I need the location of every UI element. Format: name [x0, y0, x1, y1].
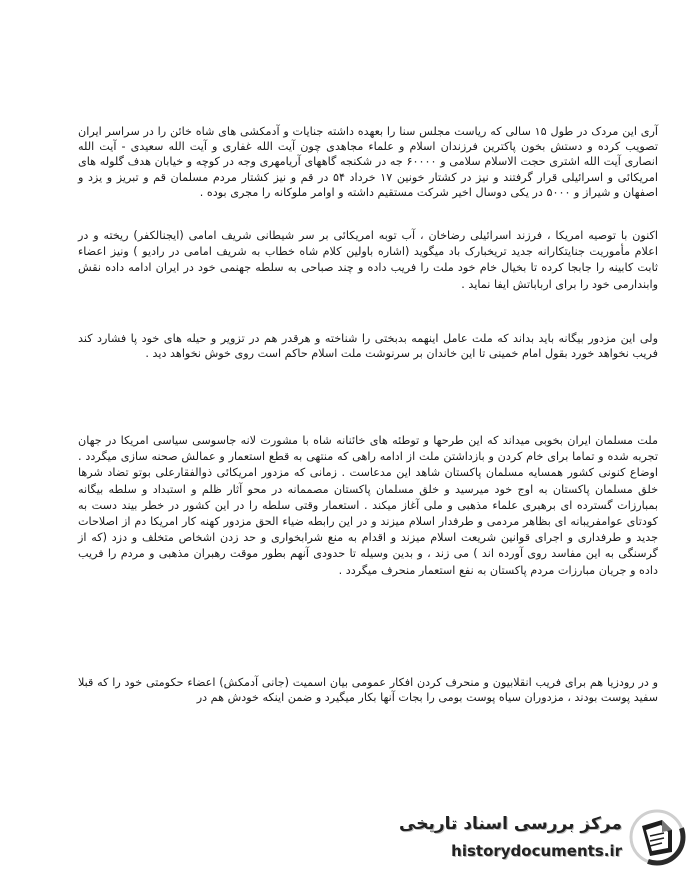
paragraph-5: و در رودزیا هم برای فریب انقلابیون و منحرف کردن افکار عمومی بیان اسمیت (جانی آدمکش) اعضاء حکومتی خود را که قبلا سفید پوست بودند ، مزدوران سیاه پوست بومی را بجات آنها بکار میگیرد و ضمن اینکه خودش هم در [78, 676, 658, 705]
watermark-title: مرکز بررسی اسناد تاریخی [399, 814, 622, 834]
folded-document-logo-icon [628, 808, 686, 866]
paragraph-2: اکنون با توصیه امریکا ، فرزند اسرائیلی رضاخان ، آب توبه امریکائی بر سر شیطانی شریف امامی (ایجنالکفر) ریخته و در اعلام مأموریت جنایتکارانه جدید تریخبارک باد میگوید (اشاره باولین کلام شاه خطاب به شریف امامی در رادیو ) ونیز اعضاء ثابت کابینه را جابجا کرده تا بخیال خام خود ملت را فریب داده و چند صباحی به سلطه جهنمی خود در ایران ادامه داده نقش وابندارمی خود را برای ارباباتش ایفا نماید . [78, 229, 658, 291]
watermark-url: historydocuments.ir [451, 842, 622, 860]
paragraph-4: ملت مسلمان ایران بخوبی میداند که این طرحها و توطئه های خائنانه شاه با مشورت لانه جاسوسی سیاسی امریکا در جهان تجربه شده و تماما برای خام کردن و بازداشتن ملت از ادامه راهی که منتهی به قطع استعمار و عمالش صحنه سازی میگردد . اوضاع کنونی کشور همسایه مسلمان پاکستان شاهد این مدعاست . زمانی که مزدور امریکائی ذوالفقارعلی بوتو تضاد شرها خلق مسلمان پاکستان به اوج خود میرسید و خلق مسلمان پاکستان مصممانه در محو آثار ظلم و استبداد و سلطه بیگانه بمبارزات گسترده ای برهبری علماء مذهبی و ملی آغاز میکند . استعمار وقتی سلطه را در این کشور در خطر بیند دست به کودتای عوامفریبانه ای بظاهر مردمی و طرفدار اسلام میزند و در این رابطه ضیاء الحق مزدور کهنه کار امریکا دم از اصلاحات جدید و طرفداری و اجرای قوانین شریعت اسلام میزند و اقدام به منع شرابخواری و حد زدن اشخاص متخلف و دزد (که از گرسنگی به این مفاسد روی آورده اند ) می زند ، و بدین وسیله تا حدودی آنهم بطور موقت رهبران مذهبی و مردم را فریب داده و جریان مبارزات مردم پاکستان به نفع استعمار منحرف میگردد . [78, 434, 658, 577]
paragraph-3: ولی این مزدور بیگانه باید بداند که ملت عامل اینهمه بدبختی را شناخته و هرقدر هم در تزویر و حیله های خود پا فشارد کند فریب نخواهد خورد بقول امام خمینی تا این خاندان بر سرنوشت ملت اسلام حاکم است روی خوش نخواهد دید . [78, 332, 658, 361]
paragraph-1: آری این مردک در طول ۱۵ سالی که ریاست مجلس سنا را بعهده داشته جنایات و آدمکشی های شاه خائن را در سراسر ایران تصویب کرده و دستش بخون پاکترین فرزندان اسلام و علماء مجاهدی چون آیت الله غفاری و آیت الله سعیدی - آیت الله انصاری آیت الله اشتری حجت الاسلام سلامی و ۶۰۰۰۰ جه در شکنجه گاههای آریامهری وجه در کوچه و خیابان هدف گلوله های امریکائی و اسرائیلی قرار گرفتند و نیز در کشتار خونین ۱۷ خرداد ۵۴ در قم و نیز کشتار مردم مسلمان قم و تبریز و یزد و اصفهان و شیراز و ۵۰۰۰ در یکی دوسال اخیر شرکت مستقیم داشته و اوامر ملوکانه را مجری بوده . [78, 125, 658, 199]
watermark [399, 808, 688, 870]
